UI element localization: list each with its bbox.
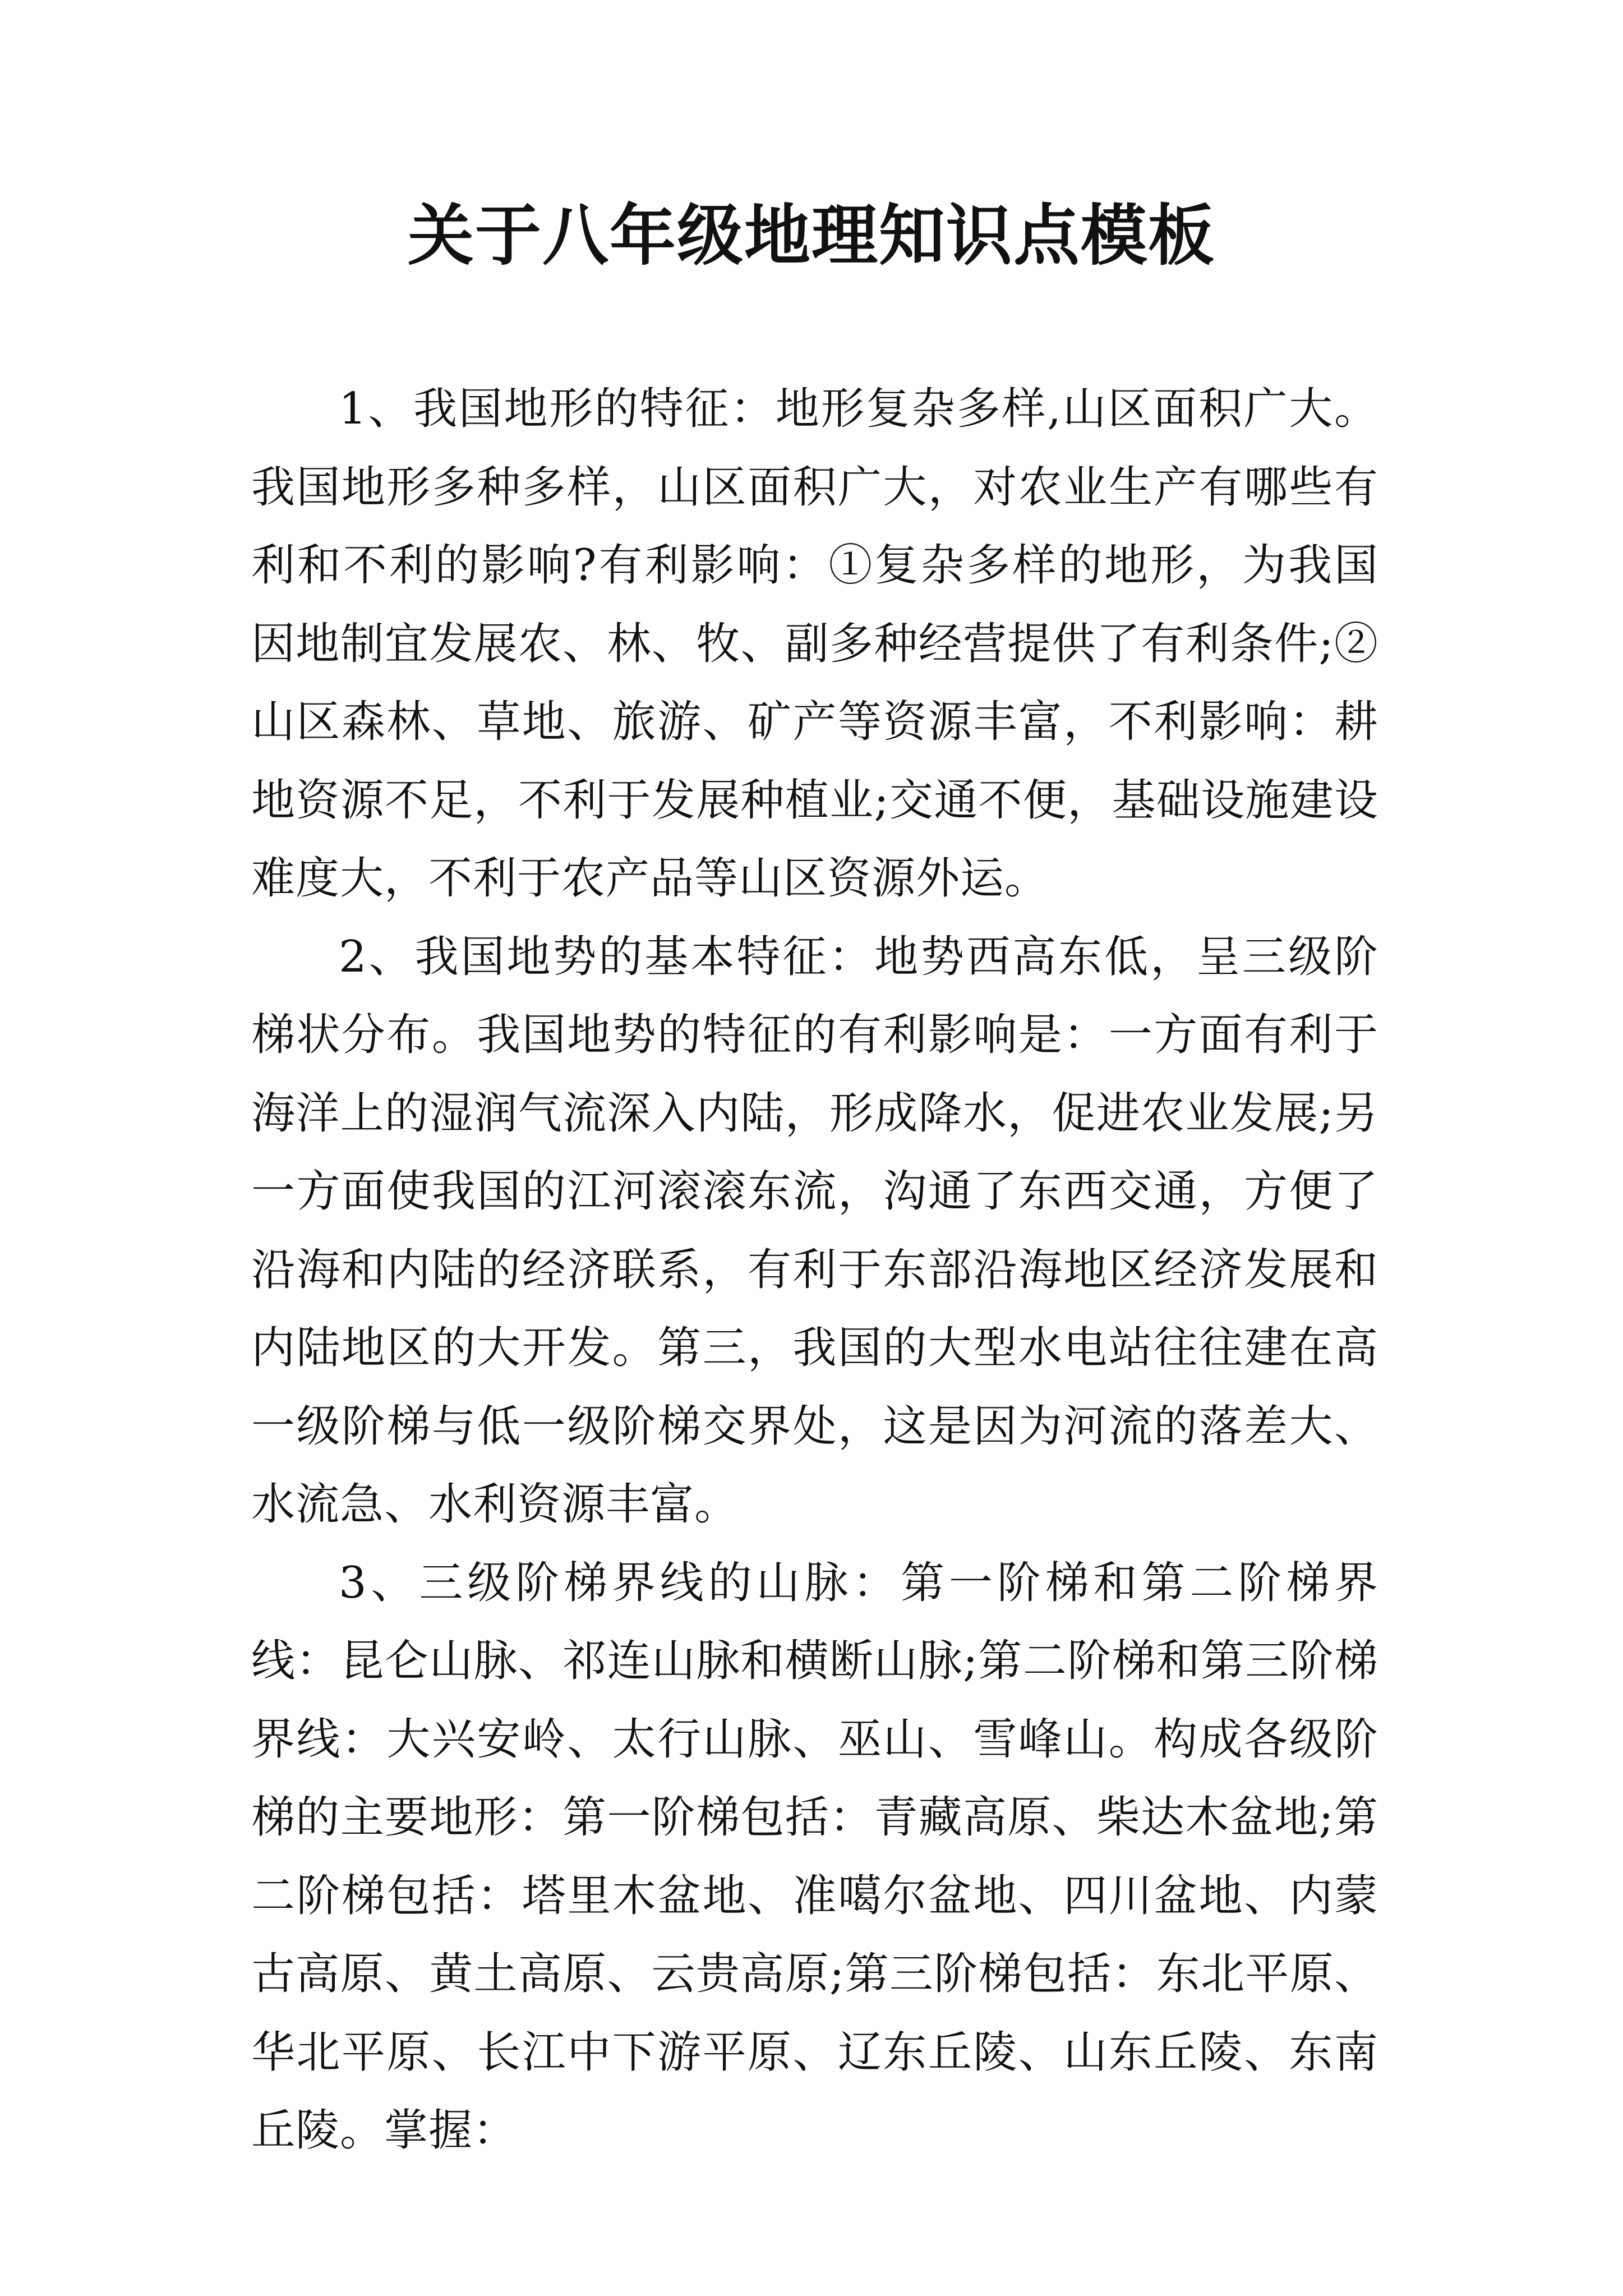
document-body	[251, 370, 1378, 2170]
document-title: 关于八年级地理知识点模板	[407, 196, 1215, 274]
paragraph-2: 2、我国地势的基本特征：地势西高东低，呈三级阶梯状分布。我国地势的特征的有利影响是：一方面有利于海洋上的湿润气流深入内陆，形成降水，促进农业发展;另一方面使我国的江河滚滚东流，沟通了东西交通，方便了沿海和内陆的经济联系，有利于东部沿海地区经济发展和内陆地区的大开发。第三，我国的大型水电站往往建在高一级阶梯与低一级阶梯交界处，这是因为河流的落差大、水流急、水利资源丰富。	[251, 931, 1378, 1530]
paragraph-1: 1、我国地形的特征：地形复杂多样,山区面积广大。我国地形多种多样，山区面积广大，对农业生产有哪些有利和不利的影响?有利影响：①复杂多样的地形，为我国因地制宜发展农、林、牧、副多种经营提供了有利条件;②山区森林、草地、旅游、矿产等资源丰富，不利影响：耕地资源不足，不利于发展种植业;交通不便，基础设施建设难度大，不利于农产品等山区资源外运。	[251, 384, 1378, 904]
paragraph-3: 3、三级阶梯界线的山脉：第一阶梯和第二阶梯界线：昆仑山脉、祁连山脉和横断山脉;第二阶梯和第三阶梯界线：大兴安岭、太行山脉、巫山、雪峰山。构成各级阶梯的主要地形：第一阶梯包括：青藏高原、柴达木盆地;第二阶梯包括：塔里木盆地、准噶尔盆地、四川盆地、内蒙古高原、黄土高原、云贵高原;第三阶梯包括：东北平原、华北平原、长江中下游平原、辽东丘陵、山东丘陵、东南丘陵。掌握：	[251, 1557, 1378, 2156]
